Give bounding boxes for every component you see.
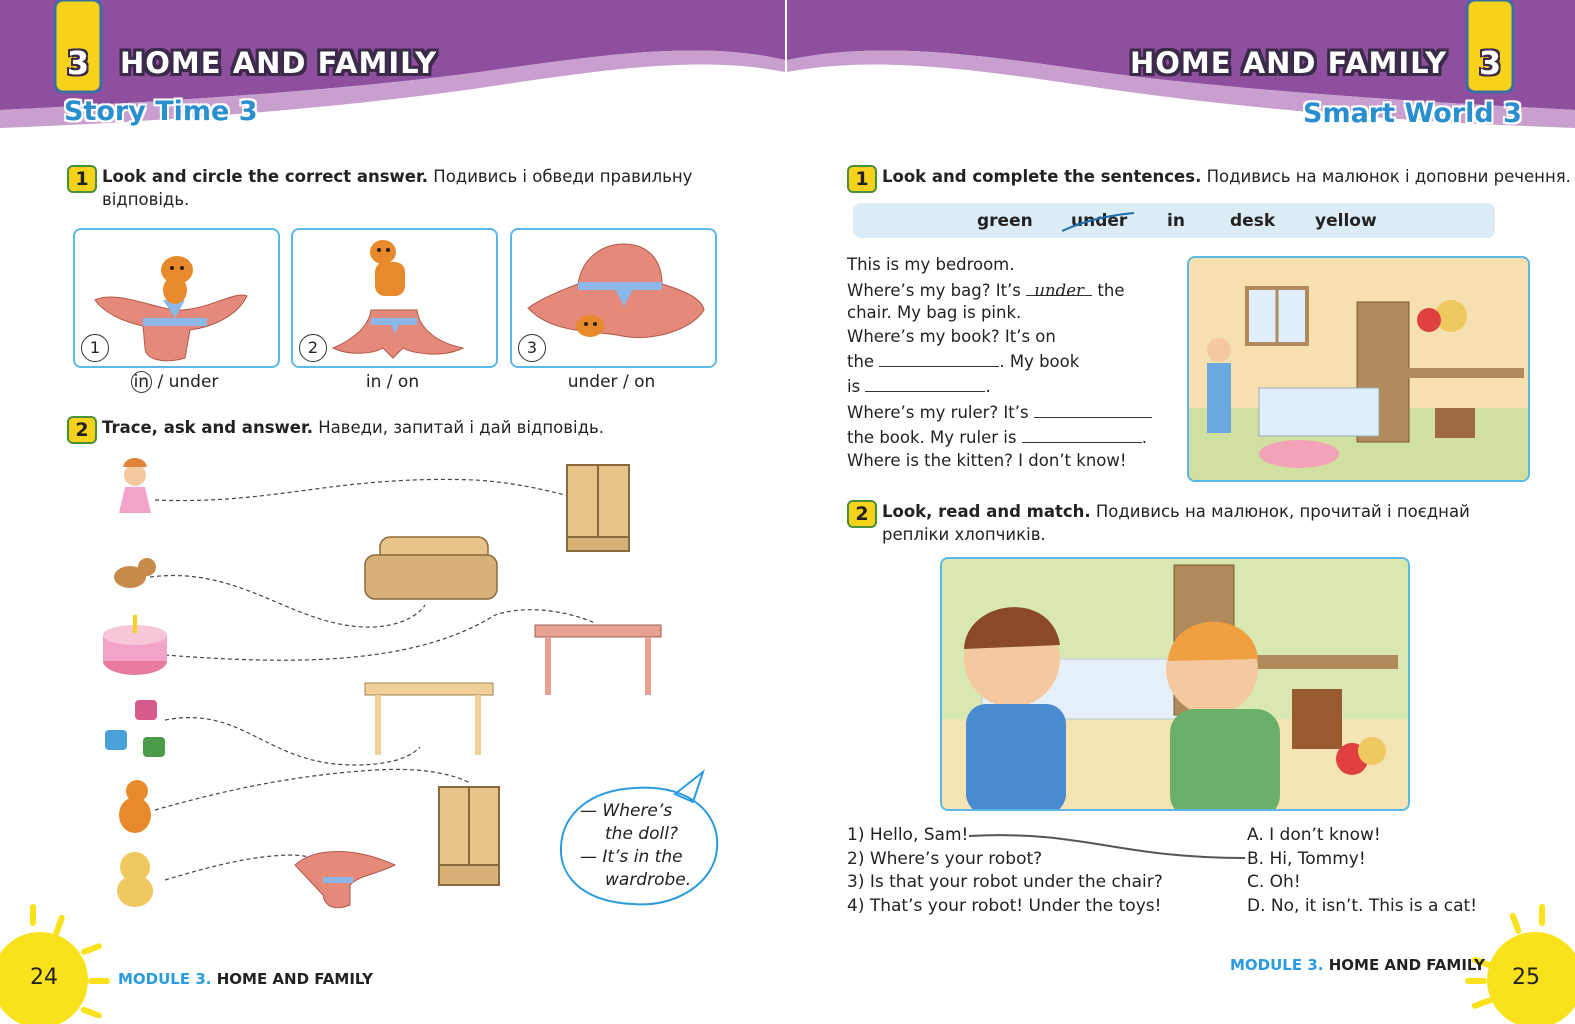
text-line: Where’s my ruler? It’s	[847, 401, 1152, 426]
wardrobe-icon	[567, 465, 629, 551]
picture-number-2: 2	[299, 334, 327, 362]
table-icon-2	[365, 683, 493, 755]
task-1-badge-left: 1	[67, 165, 97, 193]
text-line: the book. My ruler is .	[847, 428, 1147, 447]
match-line	[965, 830, 1255, 864]
boys-picture	[940, 557, 1410, 811]
footer-left: MODULE 3. HOME AND FAMILY	[118, 970, 373, 988]
answer-item[interactable]: A. I don’t know!	[1247, 825, 1381, 845]
answer-blank[interactable]	[1022, 426, 1142, 443]
answer-item[interactable]: C. Oh!	[1247, 872, 1301, 892]
hat-picture-1	[73, 228, 280, 368]
sofa-icon	[365, 537, 497, 599]
answer-blank[interactable]	[1034, 401, 1152, 418]
trace-line-doll[interactable]	[155, 479, 595, 503]
answer-item[interactable]: B. Hi, Tommy!	[1247, 848, 1366, 869]
trace-line-cat[interactable]	[155, 769, 470, 810]
trace-line-cake[interactable]	[165, 610, 595, 661]
task-2-badge-right: 2	[847, 500, 877, 528]
word-bank-item-crossed: under	[1071, 211, 1128, 231]
bedroom-picture	[1187, 256, 1530, 482]
picture-1-caption[interactable]: in / under	[73, 372, 276, 392]
question-item[interactable]: 2) Where’s your robot?	[847, 848, 1043, 869]
page-number-right: 25	[1512, 965, 1540, 990]
speech-bubble-text: — Where’s the doll? — It’s in the wardrobe.	[580, 801, 692, 890]
circled-answer: in	[131, 371, 153, 393]
doll-icon	[119, 458, 151, 513]
hat-picture-2	[291, 228, 498, 368]
sun-decoration-left	[0, 900, 110, 1024]
text-line: Where’s my bag? It’s under the	[847, 281, 1125, 300]
puzzle-pieces-icon	[105, 700, 165, 757]
table-icon	[535, 625, 661, 695]
page-number-left: 24	[30, 965, 58, 990]
module-number-tab-left: 3	[66, 44, 90, 82]
question-item[interactable]: 1) Hello, Sam!	[847, 825, 969, 845]
cat-icon	[119, 780, 151, 833]
task-1-instruction-right: Look and complete the sentences. Подивись на малюнок і доповни речення.	[882, 167, 1571, 186]
subtitle-left: Story Time 3	[64, 96, 258, 127]
text-line: the . My book	[847, 352, 1080, 371]
answer-blank-filled[interactable]: under	[1026, 279, 1092, 296]
picture-number-3: 3	[518, 334, 546, 362]
text-line: Where’s my book? It’s on	[847, 327, 1056, 346]
subtitle-right: Smart World 3	[1303, 98, 1522, 129]
hat-picture-3	[510, 228, 717, 368]
trace-line-puzzle[interactable]	[165, 718, 420, 765]
footer-right: MODULE 3. HOME AND FAMILY	[1230, 956, 1485, 974]
answer-blank[interactable]	[879, 350, 999, 367]
puppy-icon	[114, 558, 156, 588]
text-line: This is my bedroom.	[847, 255, 1015, 274]
bedroom-illustration	[1189, 258, 1528, 480]
cake-icon	[103, 615, 167, 675]
word-bank-item: desk	[1230, 211, 1276, 231]
picture-number-1: 1	[81, 334, 109, 362]
question-item[interactable]: 4) That’s your robot! Under the toys!	[847, 895, 1162, 916]
word-bank-item: green	[977, 211, 1033, 231]
two-boys-illustration	[942, 559, 1408, 809]
answer-item[interactable]: D. No, it isn’t. This is a cat!	[1247, 895, 1478, 916]
wardrobe-icon-2	[439, 787, 499, 885]
task-1-instruction-left: Look and circle the correct answer. Подивись і обведи правильну відповідь.	[102, 167, 693, 209]
answer-blank[interactable]	[865, 375, 985, 392]
text-line: chair. My bag is pink.	[847, 303, 1022, 322]
banner-title-right: HOME AND FAMILY	[1130, 46, 1448, 80]
word-bank-item: yellow	[1315, 211, 1377, 231]
text-line: Where is the kitten? I don’t know!	[847, 451, 1127, 470]
answers-list	[1247, 824, 1477, 918]
module-number-tab-right: 3	[1478, 44, 1502, 82]
question-item[interactable]: 3) Is that your robot under the chair?	[847, 872, 1163, 892]
task-1-badge-right: 1	[847, 165, 877, 193]
banner-title-left: HOME AND FAMILY	[120, 46, 438, 80]
task-2-instruction-left: Trace, ask and answer. Наведи, запитай і дай відповідь.	[102, 418, 604, 437]
picture-2-caption[interactable]: in / on	[365, 372, 420, 392]
word-bank-item: in	[1167, 211, 1185, 231]
word-bank	[853, 203, 1495, 238]
hat-icon	[295, 852, 395, 908]
task-2-instruction-right: Look, read and match. Подивись на малюнок, прочитай і поєднай репліки хлопчиків.	[882, 502, 1470, 544]
teddy-bear-icon	[117, 852, 153, 907]
picture-3-caption[interactable]: under / on	[567, 372, 656, 392]
text-line: is .	[847, 377, 991, 396]
task-2-badge-left: 2	[67, 416, 97, 444]
strikethrough-mark	[1058, 209, 1138, 235]
